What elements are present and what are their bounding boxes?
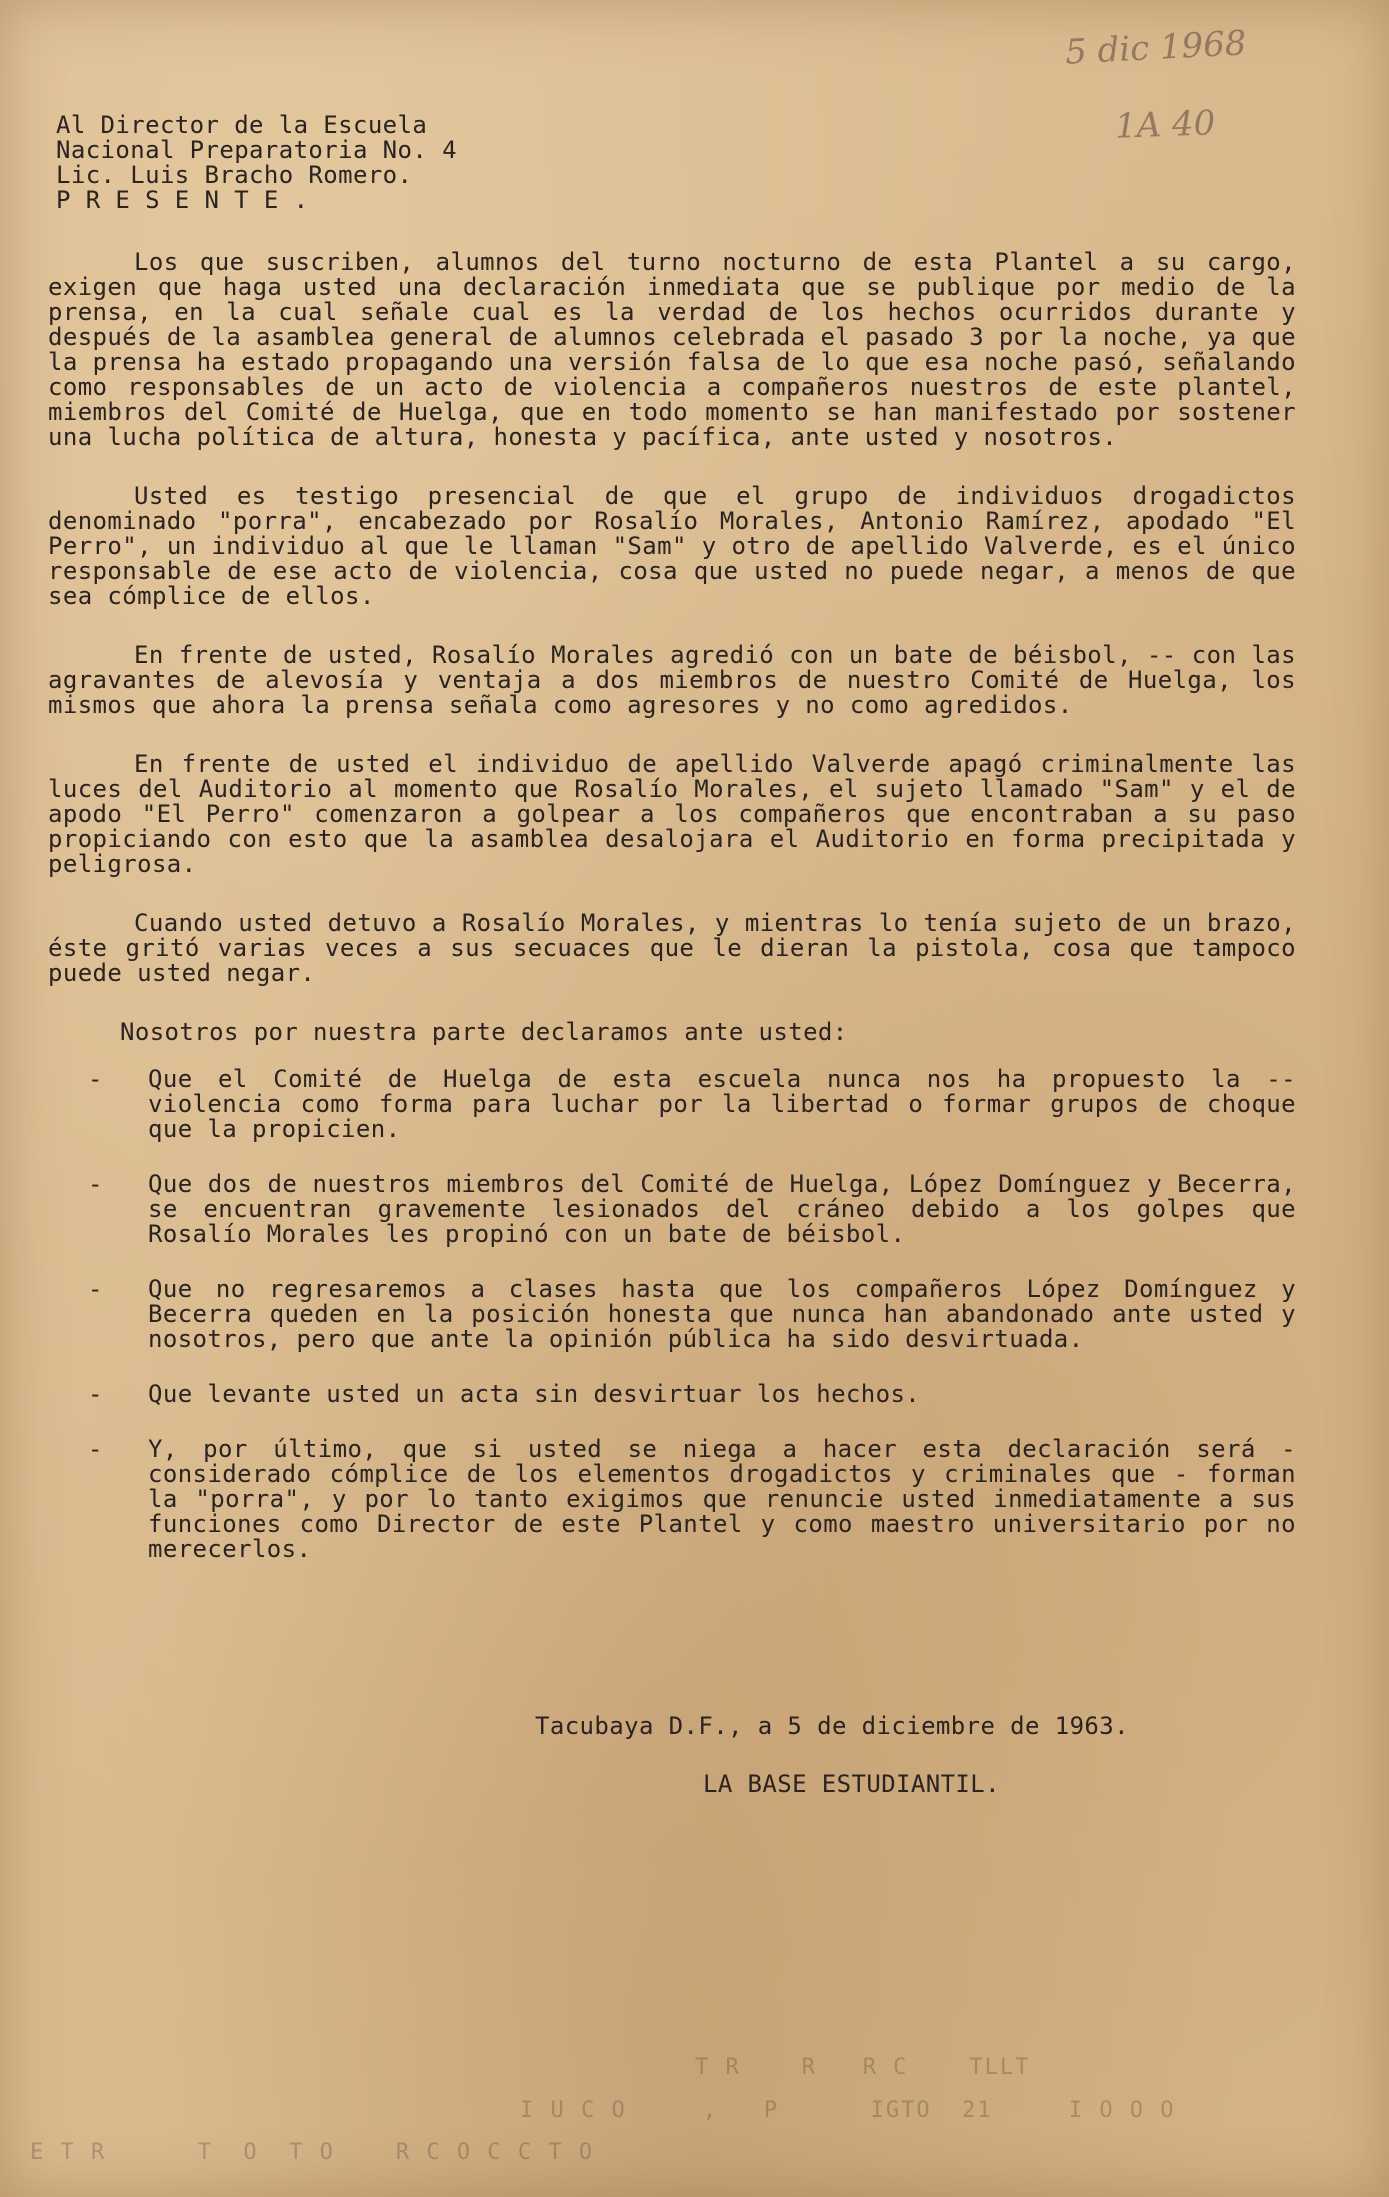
addressee-line: Al Director de la Escuela [56, 111, 428, 139]
body-paragraph: Los que suscriben, alumnos del turno nocturno de esta Plantel a su cargo, exigen que haga usted una declaración inmediata que se publique por medio de la prensa, en la cual señale cual es la verdad de los hechos ocurridos durante y después de la asamblea general de alumnos celebrada el pasado 3 por la noche, ya que la prensa ha estado propagando una versión falsa de lo que esa noche pasó, señalando como responsables de un acto de violencia a compañeros nuestros de este plantel, miembros del Comité de Huelga, que en todo momento se han manifestado por sostener una lucha política de altura, honesta y pacífica, ante usted y nosotros. [48, 248, 1296, 451]
body-paragraph: Usted es testigo presencial de que el grupo de individuos drogadictos denominado "porra", encabezado por Rosalío Morales, Antonio Ramírez, apodado "El Perro", un individuo al que le llaman "Sam" y otro de apellido Valverde, es el único responsable de ese acto de violencia, cosa que usted no puede negar, a menos de que sea cómplice de ellos. [48, 482, 1296, 610]
body-paragraph: Cuando usted detuvo a Rosalío Morales, y mientras lo tenía sujeto de un brazo, éste gritó varias veces a sus secuaces que le dieran la pistola, cosa que tampoco puede usted negar. [48, 909, 1296, 987]
addressee-line: Nacional Preparatoria No. 4 [56, 136, 457, 164]
declaration-item [48, 1437, 1296, 1562]
declaration-text: Que dos de nuestros miembros del Comité de Huelga, López Domínguez y Becerra, se encuentran gravemente lesionados del cráneo debido a los golpes que Rosalío Morales les propinó con un bate de béisbol. [148, 1170, 1296, 1248]
faded-typed-line: T R R R C TLLT [695, 2055, 1031, 2080]
declaration-text: Que el Comité de Huelga de esta escuela nunca nos ha propuesto la -- violencia como forma para luchar por la libertad o formar grupos de choque que la propicien. [148, 1065, 1296, 1143]
body-paragraph: En frente de usted el individuo de apellido Valverde apagó criminalmente las luces del Auditorio al momento que Rosalío Morales, el sujeto llamado "Sam" y el de apodo "El Perro" comenzaron a golpear a los compañeros que encontraban a su paso propiciando con esto que la asamblea desalojara el Auditorio en forma precipitada y peligrosa. [48, 750, 1296, 878]
declaration-item [48, 1277, 1296, 1352]
place-date-line: Tacubaya D.F., a 5 de diciembre de 1963. [535, 1712, 1129, 1740]
declaration-item [48, 1172, 1296, 1247]
declaration-text: Que no regresaremos a clases hasta que los compañeros López Domínguez y Becerra queden en la posición honesta que nunca han abandonado ante usted y nosotros, pero que ante la opinión pública ha sido desvirtuada. [148, 1275, 1296, 1353]
dash-marker: - [88, 1170, 103, 1198]
declaration-text: Que levante usted un acta sin desvirtuar los hechos. [148, 1380, 921, 1408]
faded-typed-line: I U C O , P IGTO 21 I O O O [520, 2098, 1176, 2123]
dash-marker: - [88, 1435, 103, 1463]
declaration-text: Y, por último, que si usted se niega a hacer esta declaración será - considerado cómplice de los elementos drogadictos y criminales que - forman la "porra", y por lo tanto exigimos que renuncie usted inmediatamente a sus funciones como Director de este Plantel y como maestro universitario por no merecerlos. [148, 1435, 1296, 1563]
addressee-line: Lic. Luis Bracho Romero. [56, 161, 413, 189]
declaration-item [48, 1382, 1296, 1407]
body-paragraph: En frente de usted, Rosalío Morales agredió con un bate de béisbol, -- con las agravantes de alevosía y ventaja a dos miembros de nuestro Comité de Huelga, los mismos que ahora la prensa señala como agresores y no como agredidos. [48, 641, 1296, 719]
dash-marker: - [88, 1380, 103, 1408]
pencil-reference-annotation: 1A 40 [1114, 103, 1216, 147]
signature-line: LA BASE ESTUDIANTIL. [703, 1770, 1000, 1798]
letter-body [48, 250, 1296, 1592]
dash-marker: - [88, 1275, 103, 1303]
declaration-intro: Nosotros por nuestra parte declaramos ante usted: [120, 1018, 848, 1046]
addressee-line: P R E S E N T E . [56, 186, 309, 214]
faded-typed-line: E T R T O T O R C O C C T O [30, 2140, 595, 2165]
declaration-item [48, 1067, 1296, 1142]
dash-marker: - [88, 1065, 103, 1093]
pencil-date-annotation: 5 dic 1968 [1064, 23, 1248, 73]
addressee-block [56, 113, 656, 213]
